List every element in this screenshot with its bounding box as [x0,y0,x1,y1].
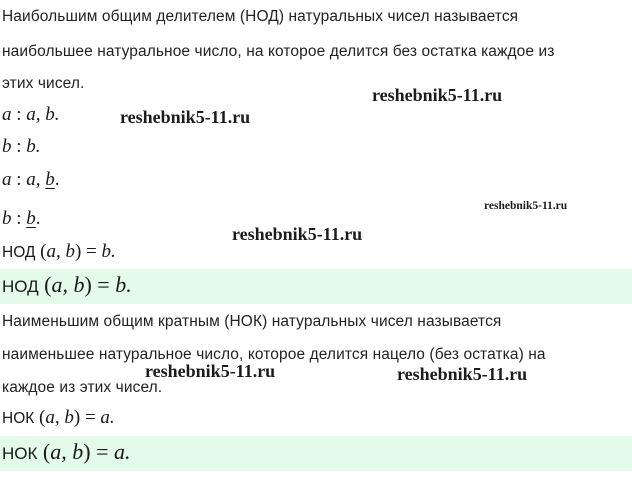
gcd-step-1 [2,104,60,126]
lcm-answer [2,439,130,465]
var-b: b [64,407,74,428]
step-sep: : [16,208,22,229]
var-a: a, [46,241,61,262]
lcm-answer-result: a. [113,439,131,464]
gcd-prefix: НОД [2,244,36,261]
gcd-formula [2,241,116,263]
step-sep: : [16,104,22,125]
step-lhs: a [2,104,12,125]
gcd-result: b. [101,241,116,262]
step-sep: : [16,136,22,157]
step-sep: : [16,169,22,190]
paren-close: ) [83,439,91,464]
step-end: . [35,208,41,229]
step-rhs-1: a, [26,169,41,190]
watermark: reshebnik5-11.ru [145,361,276,381]
paren-open: ( [42,439,51,464]
gcd-step-3 [2,169,60,191]
lcm-formula [2,407,115,429]
lcm-prefix: НОК [2,410,35,427]
var-a: a, [45,407,60,428]
gcd-definition-line-3: этих чисел. [2,75,85,92]
step-end: . [54,169,60,190]
lcm-answer-prefix: НОК [2,444,38,463]
step-rhs-1: a, [26,104,41,125]
gcd-step-2 [2,136,41,158]
watermark: reshebnik5-11.ru [372,85,503,105]
step-rhs-2: b. [45,104,60,125]
gcd-answer-box [0,269,632,304]
lcm-answer-box [0,436,632,471]
lcm-result: a. [100,407,115,428]
step-lhs: a [2,169,12,190]
watermark: reshebnik5-11.ru [484,200,568,212]
equals-sign: = [86,241,97,262]
gcd-answer [2,272,132,298]
equals-sign: = [84,407,96,428]
gcd-answer-result: b. [115,272,132,297]
step-rhs-1-underlined: b [26,208,36,229]
gcd-step-4 [2,208,41,230]
watermark: reshebnik5-11.ru [120,107,251,127]
paren-close: ) [75,241,82,262]
lcm-definition-line-2: наименьшее натуральное число, которое делится нацело (без остатка) на [2,346,546,363]
paren-open: ( [39,407,46,428]
paren-open: ( [44,272,52,297]
step-rhs-1: b. [26,136,41,157]
gcd-definition-line-1: Наибольшим общим делителем (НОД) натуральных чисел называется [2,8,519,25]
step-lhs: b [2,208,12,229]
step-lhs: b [2,136,12,157]
gcd-answer-prefix: НОД [2,277,39,296]
gcd-definition-line-2: наибольшее натуральное число, на которое делится без остатка каждое из [2,43,555,60]
var-b: b [65,241,75,262]
paren-close: ) [84,272,92,297]
equals-sign: = [96,439,109,464]
paren-open: ( [40,241,47,262]
var-a: a, [50,439,67,464]
paren-close: ) [73,407,81,428]
equals-sign: = [97,272,110,297]
var-b: b [73,272,85,297]
watermark: reshebnik5-11.ru [397,364,528,384]
var-a: a, [51,272,68,297]
step-rhs-2-underlined: b [45,169,55,190]
var-b: b [72,439,84,464]
watermark: reshebnik5-11.ru [232,224,363,244]
lcm-definition-line-3: каждое из этих чисел. [2,379,163,396]
lcm-definition-line-1: Наименьшим общим кратным (НОК) натуральных чисел называется [2,313,502,330]
